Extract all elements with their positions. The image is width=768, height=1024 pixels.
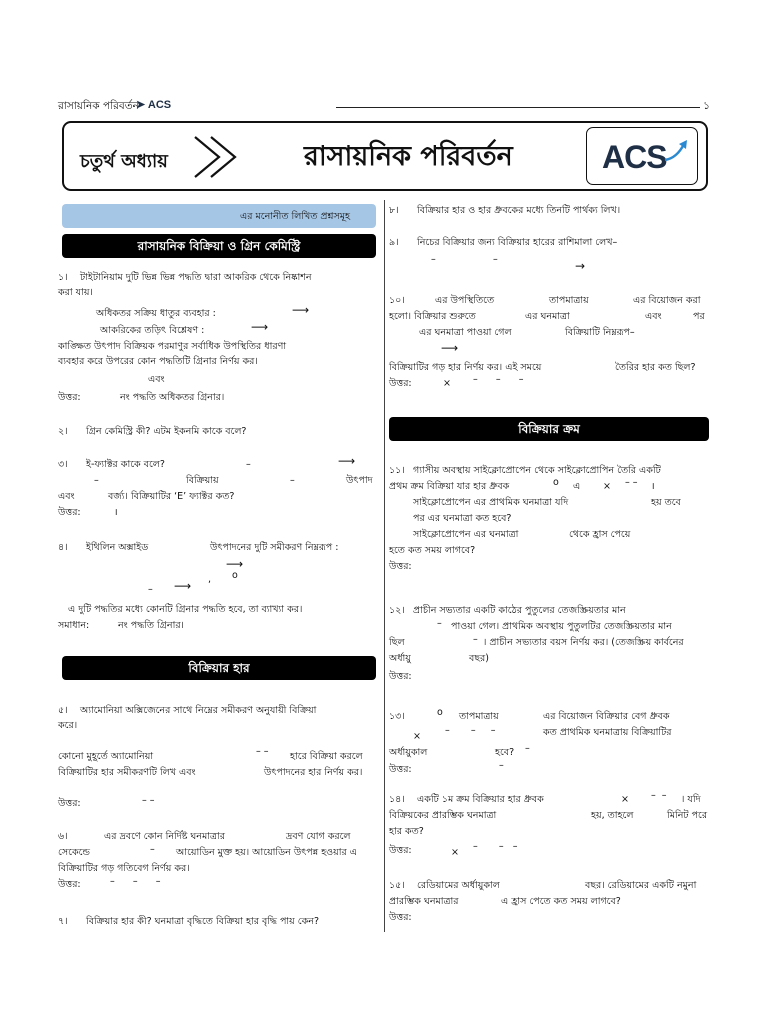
minus-sign: – – – [473,374,524,385]
q8-number: ৮। [389,205,399,216]
q1-answer-label: উত্তর: [58,392,81,403]
punct: , [208,574,212,585]
arrow-right-icon: ⟶ [292,303,310,317]
degree-sign: o [553,477,559,488]
q6-line: এর দ্রবণে কোন নির্দিষ্ট ঘনমাত্রার [104,831,225,842]
arrow-right-icon: ⟶ [441,341,459,355]
q11-line: এ [573,481,581,492]
q7-number: ৭। [58,916,68,927]
q6-line: সেকেন্ডে [58,847,90,858]
running-header-logo-text: ACS [147,99,172,111]
times-sign: × [443,378,451,389]
q1-and: এবং [148,374,165,385]
q4-solution: নং পদ্ধতি গ্রিনার। [118,620,184,631]
q10-line: এর বিয়োজন করা [633,295,701,306]
intro-band [62,204,376,228]
minus-sign: – – – [445,725,496,736]
q13-line: অর্ধায়ুকাল [389,747,428,758]
arrow-right-icon: ⟶ [251,320,269,334]
q4-line: উৎপাদনের দুটি সমীকরণ নিম্নরূপ : [210,542,339,553]
swoosh-arrow-icon [663,138,689,164]
arrow-right-icon: ⟶ [174,579,192,593]
times-sign: × [413,731,421,742]
q15-number: ১৫। [389,880,405,891]
q10-answer-label: উত্তর: [389,378,412,389]
page-number: ১ [703,100,710,112]
q11-line: পর এর ঘনমাত্রা কত হবে? [413,513,512,524]
q10-line: এবং [645,311,662,322]
q11-number: ১১। [389,465,405,476]
running-header-arrow-icon: ➤ [136,99,146,111]
q11-line: প্রথম ক্রম বিক্রিয়া যার হার ধ্রুবক [389,481,510,492]
minus-sign: – – [256,746,269,757]
logo-text: ACS [602,139,667,175]
q11-line: সাইক্লোপ্রোপেন এর ঘনমাত্রা [413,529,519,540]
q13-answer-label: উত্তর: [389,764,412,775]
q2-number: ২। [58,426,68,437]
q12-line: বছর) [469,653,489,664]
q14-line: একটি ১ম ক্রম বিক্রিয়ার হার ধ্রুবক [417,794,544,805]
arrow-right-icon: ⟶ [338,454,356,468]
q11-line: থেকে হ্রাস পেয়ে [569,529,631,540]
q15-line: প্রারম্ভিক ঘনমাত্রার [389,896,459,907]
q15-line: এ হ্রাস পেতে কত সময় লাগবে? [501,896,621,907]
q6-answer-label: উত্তর: [58,879,81,890]
q10-line: তৈরির হার কত ছিল? [615,362,696,373]
q10-line: এর ঘনমাত্রা পাওয়া গেল [419,327,512,338]
minus-sign: – [493,254,498,265]
minus-sign: – [290,475,295,486]
q5-line: হারে বিক্রিয়া করলে [290,751,363,762]
q5-line: করে। [58,720,78,731]
q5-line: বিক্রিয়াটির হার সমীকরণটি লিখ এবং [58,767,196,778]
q1-method-2: আকরিকের তড়িৎ বিশ্লেষণ : [100,325,205,336]
minus-sign: – [246,459,251,470]
q14-line: মিনিট পরে [667,810,708,821]
chapter-label: চতুর্থ অধ্যায় [80,151,168,172]
q13-line: এর বিয়োজন বিক্রিয়ার বেগ ধ্রুবক [543,711,670,722]
q10-line: বিক্রিয়াটির গড় হার নির্ণয় কর। এই সময়ে [389,362,542,373]
q10-line: এর উপস্থিতিতে [435,295,495,306]
q3-line: ই-ফ্যাক্টর কাকে বলে? [86,459,165,470]
times-sign: × [603,481,611,492]
q14-line: । যদি [681,794,701,805]
q15-answer-label: উত্তর: [389,912,412,923]
q10-line: তাপমাত্রায় [549,295,589,306]
q14-answer-label: উত্তর: [389,845,412,856]
q5-number: ৫। [58,705,68,716]
section-heading-reaction-order: বিক্রিয়ার ক্রম [389,417,709,441]
q6-number: ৬। [58,831,68,842]
q14-line: বিক্রিয়কের প্রারম্ভিক ঘনমাত্রা [389,810,497,821]
minus-sign: – – [142,795,155,806]
q13-line: হবে? [495,747,515,758]
q11-line: হয় তবে [651,497,681,508]
punct: । [651,481,655,492]
q5-line: কোনো মুহূর্তে অ্যামোনিয়া [58,751,154,762]
arrow-right-icon: ⟶ [226,557,244,571]
q4-line: এ দুটি পদ্ধতির মধ্যে কোনটি গ্রিনার পদ্ধতি হবে, তা ব্যাখ্যা কর। [68,604,303,615]
q1-method-1: অধিকতর সক্রিয় ধাতুর ব্যবহার : [96,308,216,319]
q4-line: ইথিলিন অক্সাইড [86,542,149,553]
logo-box [586,127,698,185]
q6-line: দ্রবণ যোগ করলে [286,831,351,842]
q12-number: ১২। [389,605,405,616]
minus-sign: – [150,844,155,855]
q3-line: বিক্রিয়ায় [186,475,219,486]
q12-line: প্রাচীন সভ্যতার একটি কাঠের পুতুলের তেজস্ক্রিয়তার মান [413,605,626,616]
minus-sign: – [94,475,99,486]
intro-text: এর মনোনীত লিখিত প্রশ্নসমূহ [240,211,351,222]
q1-line: ব্যবহার করে উপরের কোন পদ্ধতিটি গ্রিনার নির্ণয় কর। [58,356,258,367]
q11-line: হতে কত সময় লাগবে? [389,545,476,556]
q12-line: অর্ধায়ু [389,653,411,664]
chapter-title: রাসায়নিক পরিবর্তন [304,141,513,172]
minus-sign: – – – [473,841,518,852]
q3-line: বর্জ্য। বিক্রিয়াটির ‘E’ ফ্যাক্টর কত? [108,491,235,502]
q14-line: হয়, তাহলে [591,810,634,821]
minus-sign: – – – [110,876,161,887]
minus-sign: – [473,634,478,645]
q3-answer: । [114,507,118,518]
running-header-chapter: রাসায়নিক পরিবর্তন [58,100,139,112]
degree-sign: o [232,570,238,581]
q3-line: উৎপাদ [346,475,373,486]
q1-line: টাইটানিয়াম দুটি ভিন্ন ভিন্ন পদ্ধতি দ্বারা আকরিক থেকে নিষ্কাশন [80,272,312,283]
section-heading-reaction-green: রাসায়নিক বিক্রিয়া ও গ্রিন কেমিস্ট্রি [62,234,376,258]
running-header-logo [136,98,171,111]
q12-line: । প্রাচীন সভ্যতার বয়স নির্ণয় কর। (তেজস্ক্রিয় কার্বনের [483,637,684,648]
q5-line: অ্যামোনিয়া অক্সিজেনের সাথে নিম্নের সমীকরণ অনুযায়ী বিক্রিয়া [80,705,317,716]
q13-line: তাপমাত্রায় [459,711,499,722]
q3-line: এবং [58,491,75,502]
q5-answer-label: উত্তর: [58,798,81,809]
q1-number: ১। [58,272,68,283]
q2-text: গ্রিন কেমিস্ট্রি কী? এটম ইকনমি কাকে বলে? [86,426,247,437]
q14-line: হার কত? [389,826,424,837]
q12-line: পাওয়া গেল। প্রাথমিক অবস্থায় পুতুলটির তেজস্ক্রিয়তার মান [451,621,672,632]
chevron-right-icon [191,134,243,180]
minus-sign: – [499,760,504,771]
q13-line: কত প্রাথমিক ঘনমাত্রায় বিক্রিয়াটির [543,727,672,738]
q12-answer-label: উত্তর: [389,671,412,682]
q9-number: ৯। [389,237,399,248]
q9-text: নিচের বিক্রিয়ার জন্য বিক্রিয়ার হারের রাশিমালা লেখ– [417,237,618,248]
q7-text: বিক্রিয়ার হার কী? ঘনমাত্রা বৃদ্ধিতে বিক্রিয়া হার বৃদ্ধি পায় কেন? [86,916,319,927]
q1-line: কাঙ্ক্ষিত উৎপাদ বিক্রিয়ক পরমাণুর সর্বাধিক উপস্থিতির ধারণা [58,341,287,352]
q10-line: পর [693,311,705,322]
q13-number: ১৩। [389,711,405,722]
running-header [58,99,710,115]
q5-line: উৎপাদনের হার নির্ণয় কর। [264,767,363,778]
q10-line: হলো। বিক্রিয়ার শুরুতে [389,311,476,322]
column-divider [384,200,385,932]
chapter-banner [62,121,708,191]
header-rule [336,107,700,108]
q11-line: গ্যাসীয় অবস্থায় সাইক্লোপ্রোপেন থেকে সাইক্লোপ্রোপিন তৈরি একটি [413,465,661,476]
q1-line: করা যায়। [58,287,93,298]
minus-sign: – [431,254,436,265]
minus-sign: – – [651,790,667,801]
minus-sign: – [148,584,153,595]
q6-line: বিক্রিয়াটির গড় গতিবেগ নির্ণয় কর। [58,863,190,874]
q3-answer-label: উত্তর: [58,507,81,518]
q6-line: আয়োডিন মুক্ত হয়। আয়োডিন উৎপন্ন হওয়ার এ [176,847,358,858]
q10-line: বিক্রিয়াটি নিম্নরূপ– [565,327,635,338]
times-sign: × [621,794,629,805]
minus-sign: – [525,743,530,754]
q15-line: বছর। রেডিয়ামের একটি নমুনা [585,880,697,891]
q1-answer: নং পদ্ধতি অধিকতর গ্রিনার। [120,392,225,403]
minus-sign: – [437,618,442,629]
q8-text: বিক্রিয়ার হার ও হার ধ্রুবকের মধ্যে তিনটি পার্থক্য লিখ। [417,205,621,216]
times-sign: × [451,847,459,858]
q14-number: ১৪। [389,794,405,805]
q11-line: সাইক্লোপ্রোপেন এর প্রাথমিক ঘনমাত্রা যদি [413,497,569,508]
q15-line: রেডিয়ামের অর্ধায়ুকাল [417,880,500,891]
q4-number: ৪। [58,542,68,553]
minus-sign: – – [625,477,638,488]
q11-answer-label: উত্তর: [389,561,412,572]
q10-number: ১০। [389,295,405,306]
section-heading-reaction-rate: বিক্রিয়ার হার [62,656,376,680]
q4-solution-label: সমাধান: [58,620,90,631]
q10-line: এর ঘনমাত্রা [525,311,570,322]
q3-number: ৩। [58,459,68,470]
degree-sign: o [437,707,443,718]
arrow-right-icon: → [575,259,586,273]
q12-line: ছিল [389,637,405,648]
